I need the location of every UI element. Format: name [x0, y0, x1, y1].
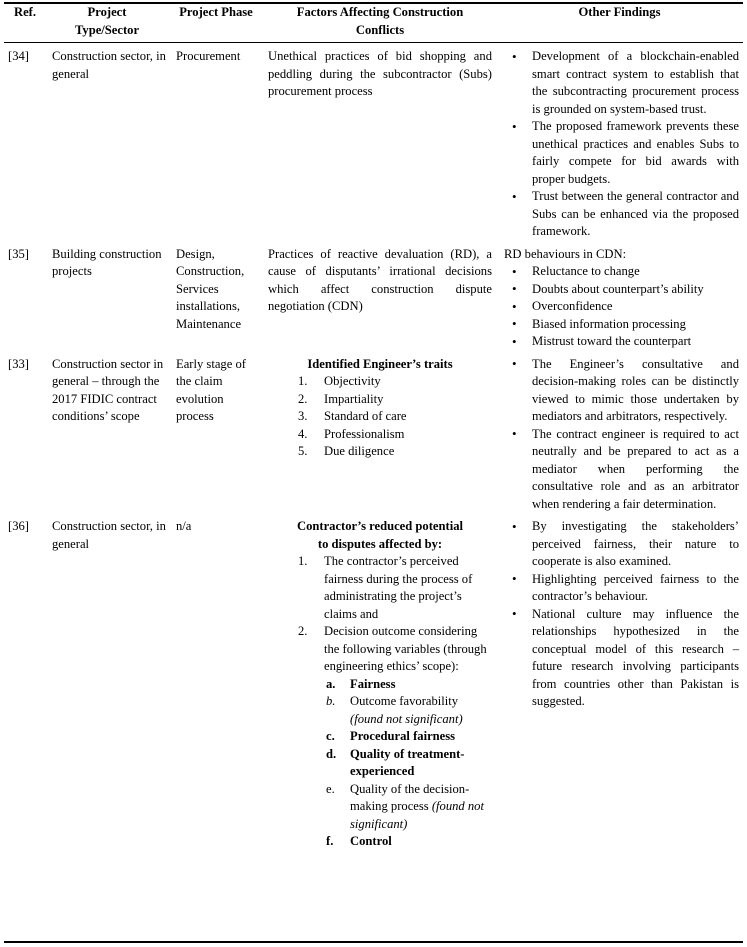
findings-lead-text: RD behaviours in CDN: [504, 246, 627, 261]
cell-project-phase: n/a [176, 519, 192, 533]
list-item: • The proposed framework prevents these unethical practices and enables Subs to fairly compete for bid awards with proper budgets. [504, 118, 739, 188]
list-item-label: Decision outcome considering the following variables (through engineering ethics’ scope): [324, 624, 487, 673]
cell-ref: [35] [8, 246, 29, 261]
cell-project-phase: Early stage of the claim evolution process [176, 356, 246, 423]
list-marker: 1. [298, 554, 308, 568]
column-header-project-type [46, 0, 168, 43]
list-item [268, 443, 492, 461]
cell-project-phase: Procurement [176, 49, 241, 63]
list-item [268, 676, 492, 694]
cell-other-findings [496, 351, 743, 514]
cell-project-phase: Design, Construction, Services installations, Maintenance [176, 246, 245, 331]
list-item: • Overconfidence [504, 298, 739, 316]
list-item [268, 833, 492, 851]
comparison-table [4, 0, 743, 851]
list-item-label: Impartiality [324, 391, 384, 406]
list-item [268, 623, 492, 676]
list-item-label: The contractor’s perceived fairness during the process of administrating the project’s claims and [324, 554, 473, 621]
list-item-label: Due diligence [324, 444, 395, 458]
list-item-label: Quality of the decision-making process [350, 781, 470, 813]
column-header-project-type-line1: Project [87, 5, 127, 19]
list-marker: e. [326, 781, 335, 796]
list-item-label: Quality of treatment-experienced [350, 746, 465, 778]
findings-bullet-list [504, 263, 739, 351]
column-header-factors [264, 0, 496, 43]
table-body [4, 43, 743, 851]
list-item-label: Procedural fairness [350, 729, 456, 743]
list-item-label: Standard of care [324, 409, 407, 423]
list-item [268, 408, 492, 426]
column-header-factors-line2: Conflicts [355, 22, 405, 37]
table-row [4, 241, 743, 351]
list-item: • By investigating the stakeholders’ perceived fairness, their nature to cooperate is also examined. [504, 518, 739, 571]
header-row [4, 0, 743, 43]
list-item-label: Fairness [350, 676, 396, 691]
cell-ref: [36] [8, 519, 29, 533]
cell-project-type: Building construction projects [52, 246, 162, 278]
list-marker: 2. [298, 391, 308, 406]
list-item [268, 728, 492, 746]
list-item: • Biased information processing [504, 316, 739, 334]
table-top-rule [4, 2, 743, 4]
cell-ref: [34] [8, 49, 29, 63]
cell-ref: [33] [8, 356, 29, 371]
list-item: • Doubts about counterpart’s ability [504, 281, 739, 299]
factors-numbered-list [268, 373, 492, 461]
table-row [4, 43, 743, 241]
list-marker: b. [326, 694, 336, 708]
list-item [268, 693, 492, 728]
list-item: • Trust between the general contractor and Subs can be enhanced via the proposed framework. [504, 188, 739, 241]
list-marker: 3. [298, 409, 308, 423]
factors-heading [268, 518, 492, 553]
list-item [268, 781, 492, 834]
list-marker: a. [326, 676, 336, 691]
findings-bullet-list [504, 356, 739, 514]
cell-factors [264, 513, 496, 851]
cell-factors [264, 241, 496, 351]
cell-factors [264, 43, 496, 241]
table-row [4, 351, 743, 514]
list-item [268, 553, 492, 623]
factors-paragraph: Practices of reactive devaluation (RD), a cause of disputants’ irrational decisions which affect construction dispute negotiation (CDN) [268, 246, 492, 313]
findings-bullet-list [504, 48, 739, 241]
factors-numbered-list [268, 553, 492, 676]
table-header [4, 0, 743, 43]
list-item: • National culture may influence the relationships hypothesized in the conceptual model of this research – future research involving participants from countries other than Pakistan is suggested. [504, 606, 739, 711]
list-item [268, 746, 492, 781]
factors-heading-line2: to disputes affected by: [317, 536, 443, 551]
list-marker: 2. [298, 624, 308, 638]
list-marker: f. [326, 834, 334, 848]
column-header-project-phase: Project Phase [168, 0, 264, 43]
list-item: • The contract engineer is required to act neutrally and be prepared to act as a mediator when performing the consultative role and as an arbitrator when rendering a fair determination. [504, 426, 739, 514]
list-marker: d. [326, 746, 337, 761]
list-marker: 5. [298, 444, 308, 458]
cell-factors [264, 351, 496, 514]
list-item-label: Objectivity [324, 374, 381, 388]
cell-other-findings [496, 241, 743, 351]
cell-project-type: Construction sector, in general [52, 49, 166, 81]
factors-heading-line1: Contractor’s reduced potential [296, 519, 464, 533]
list-item [268, 373, 492, 391]
list-item-note: (found not significant) [350, 711, 463, 726]
table-row [4, 513, 743, 851]
cell-other-findings [496, 43, 743, 241]
factors-heading: Identified Engineer’s traits [307, 356, 453, 371]
list-item: • Development of a blockchain-enabled smart contract system to establish that the subcontracting procurement process is grounded on system-based trust. [504, 48, 739, 118]
list-marker: 4. [298, 426, 308, 441]
list-item: • Mistrust toward the counterpart [504, 333, 739, 351]
column-header-factors-line1: Factors Affecting Construction [296, 5, 464, 19]
cell-other-findings [496, 513, 743, 851]
list-item: • Reluctance to change [504, 263, 739, 281]
list-item-label: Outcome favorability [350, 694, 459, 708]
column-header-ref: Ref. [4, 0, 46, 43]
list-item-label: Professionalism [324, 426, 405, 441]
factors-paragraph: Unethical practices of bid shopping and peddling during the subcontractor (Subs) procurement process [268, 49, 492, 98]
cell-project-type: Construction sector, in general [52, 519, 166, 551]
table-bottom-rule [4, 941, 743, 943]
factors-alpha-list [268, 676, 492, 851]
list-item: • The Engineer’s consultative and decision-making roles can be distinctly viewed to mimic those undertaken by mediators and arbitrators, respectively. [504, 356, 739, 426]
column-header-other-findings: Other Findings [496, 0, 743, 43]
list-item: • Highlighting perceived fairness to the contractor’s behaviour. [504, 571, 739, 606]
list-item [268, 391, 492, 409]
list-item [268, 426, 492, 444]
list-marker: 1. [298, 374, 308, 388]
list-item-label: Control [350, 834, 392, 848]
list-item-note: (found not significant) [350, 799, 484, 831]
cell-project-type: Construction sector in general – through the 2017 FIDIC contract conditions’ scope [52, 356, 164, 423]
list-marker: c. [326, 729, 335, 743]
column-header-project-type-line2: Type/Sector [74, 22, 140, 37]
findings-bullet-list [504, 518, 739, 711]
